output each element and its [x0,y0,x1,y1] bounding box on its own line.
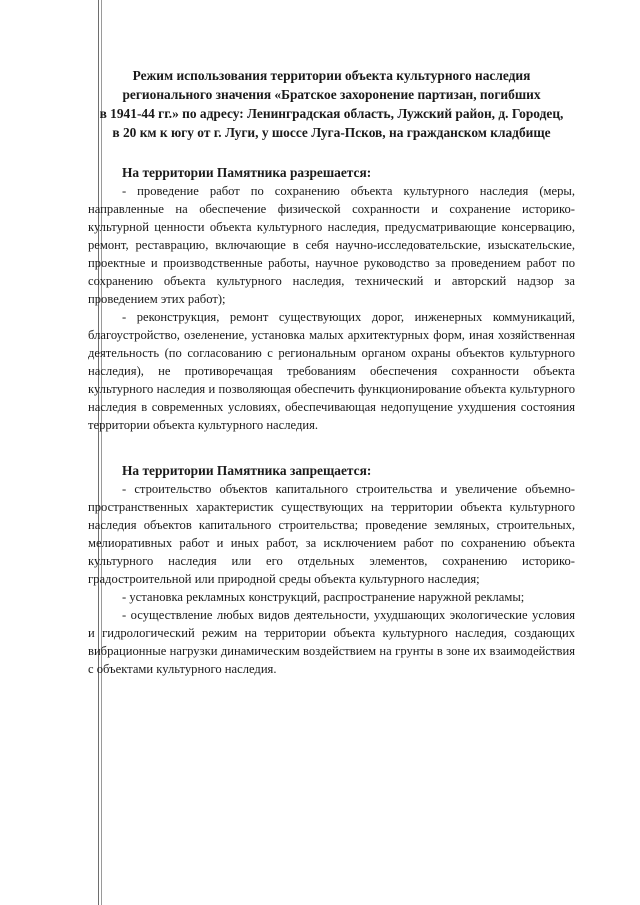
prohibited-item: - строительство объектов капитального строительства и увеличение объемно-пространственных характеристик существующих на территории объекта культурного наследия объектов капитального строительства; проведение земляных, строительных, мелиоративных работ и иных работ, за исключением работ по сохранению объекта культурного наследия или его отдельных элементов, сохранению историко-градостроительной или природной среды объекта культурного наследия; [88,482,575,586]
allowed-section [88,164,575,434]
allowed-item: - реконструкция, ремонт существующих дорог, инженерных коммуникаций, благоустройство, озеленение, установка малых архитектурных форм, иная хозяйственная деятельность (по согласованию с региональным органом охраны объектов культурного наследия), не противоречащая требованиям обеспечения сохранности объекта культурного наследия и позволяющая обеспечить функционирование объекта культурного наследия в современных условиях, обеспечивающая недопущение ухудшения состояния территории объекта культурного наследия. [88,310,575,432]
document-page [88,66,575,678]
prohibited-item: - осуществление любых видов деятельности, ухудшающих экологические условия и гидрологический режим на территории объекта культурного наследия, создающих вибрационные нагрузки динамическим воздействием на грунты в зоне их взаимодействия с объектами культурного наследия. [88,608,575,676]
title-line: в 1941-44 гг.» по адресу: Ленинградская область, Лужский район, д. Городец, [99,106,564,121]
allowed-heading: На территории Памятника разрешается: [122,165,372,180]
allowed-item: - проведение работ по сохранению объекта культурного наследия (меры, направленные на обеспечение физической сохранности и сохранение историко-культурной ценности объекта культурного наследия, предусматривающие консервацию, ремонт, реставрацию, включающие в себя научно-исследовательские, изыскательские, проектные и производственные работы, научное руководство за проведением работ по сохранению объекта культурного наследия, технический и авторский надзор за проведением этих работ); [88,184,575,306]
prohibited-item: - установка рекламных конструкций, распространение наружной рекламы; [122,590,525,604]
title-line: Режим использования территории объекта культурного наследия [132,68,531,83]
prohibited-section [88,462,575,678]
prohibited-heading: На территории Памятника запрещается: [122,463,372,478]
title-line: в 20 км к югу от г. Луги, у шоссе Луга-Псков, на гражданском кладбище [112,125,551,140]
title-line: регионального значения «Братское захоронение партизан, погибших [122,87,541,102]
document-title [88,66,575,142]
